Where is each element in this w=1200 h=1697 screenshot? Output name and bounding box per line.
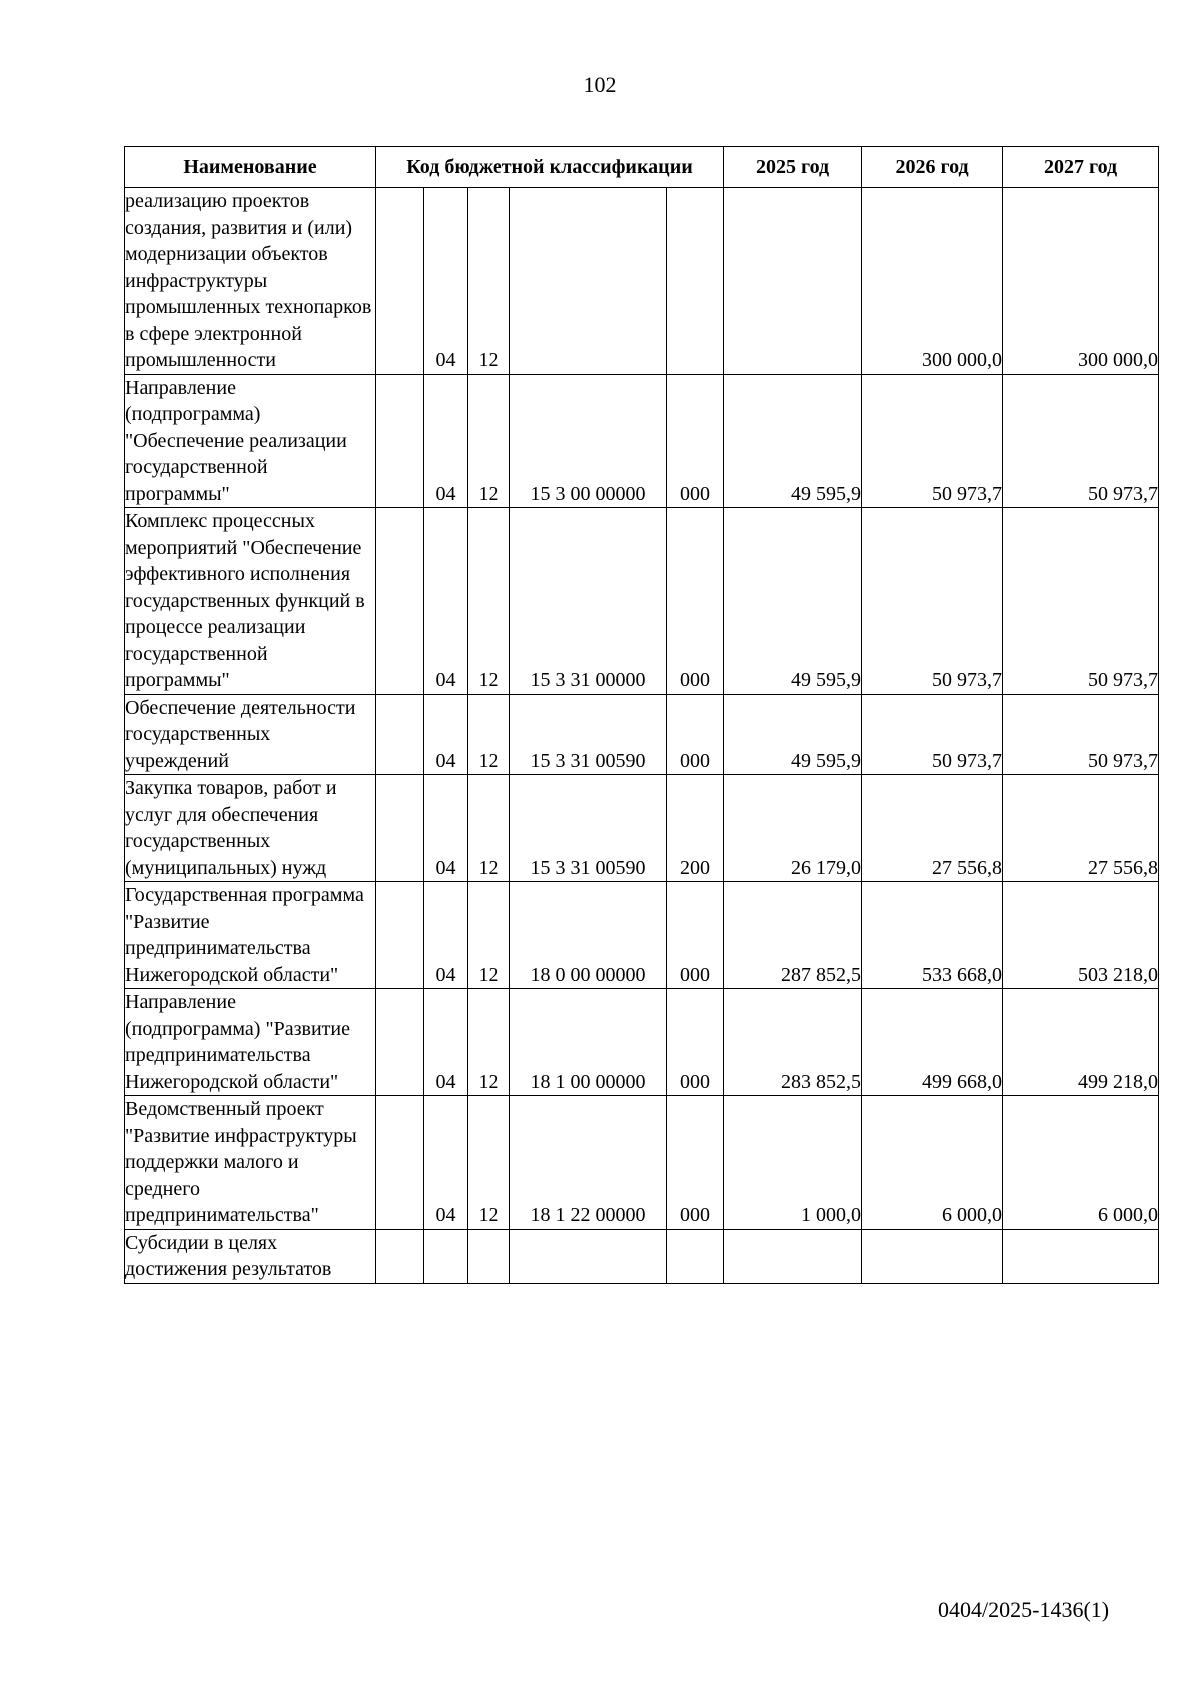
header-2025: 2025 год (724, 147, 862, 188)
code-section: 04 (424, 775, 468, 882)
value-2027: 300 000,0 (1003, 188, 1159, 375)
code-expense-type: 200 (667, 775, 724, 882)
code-col-1 (376, 188, 424, 375)
row-name: Направление (подпрограмма) "Обеспечение реализации государственной программы" (125, 374, 376, 508)
value-2026: 50 973,7 (862, 694, 1003, 775)
code-col-1 (376, 694, 424, 775)
value-2026 (862, 1229, 1003, 1283)
table-row (125, 989, 1159, 1096)
code-expense-type: 000 (667, 694, 724, 775)
value-2026: 50 973,7 (862, 374, 1003, 508)
value-2025: 49 595,9 (724, 694, 862, 775)
table-row (125, 1096, 1159, 1230)
code-target-article: 18 0 00 00000 (510, 882, 667, 989)
code-section: 04 (424, 188, 468, 375)
value-2027: 503 218,0 (1003, 882, 1159, 989)
code-col-1 (376, 1229, 424, 1283)
value-2027: 499 218,0 (1003, 989, 1159, 1096)
code-col-1 (376, 374, 424, 508)
value-2025 (724, 1229, 862, 1283)
code-target-article: 15 3 00 00000 (510, 374, 667, 508)
code-section: 04 (424, 1096, 468, 1230)
code-target-article: 15 3 31 00590 (510, 775, 667, 882)
code-target-article (510, 188, 667, 375)
value-2026: 50 973,7 (862, 508, 1003, 695)
value-2026: 27 556,8 (862, 775, 1003, 882)
code-col-1 (376, 775, 424, 882)
code-target-article: 15 3 31 00000 (510, 508, 667, 695)
code-expense-type: 000 (667, 374, 724, 508)
value-2025: 49 595,9 (724, 508, 862, 695)
value-2026: 6 000,0 (862, 1096, 1003, 1230)
value-2027: 50 973,7 (1003, 694, 1159, 775)
code-subsection: 12 (468, 989, 510, 1096)
header-name: Наименование (125, 147, 376, 188)
code-expense-type: 000 (667, 1096, 724, 1230)
code-subsection: 12 (468, 694, 510, 775)
row-name: Закупка товаров, работ и услуг для обеспечения государственных (муниципальных) нужд (125, 775, 376, 882)
value-2027: 6 000,0 (1003, 1096, 1159, 1230)
row-name: Обеспечение деятельности государственных учреждений (125, 694, 376, 775)
code-subsection: 12 (468, 374, 510, 508)
table-row (125, 1229, 1159, 1283)
value-2025: 1 000,0 (724, 1096, 862, 1230)
table-row (125, 775, 1159, 882)
value-2025: 26 179,0 (724, 775, 862, 882)
value-2027: 27 556,8 (1003, 775, 1159, 882)
code-subsection (468, 1229, 510, 1283)
value-2027: 50 973,7 (1003, 374, 1159, 508)
code-expense-type (667, 1229, 724, 1283)
page-number: 102 (583, 72, 617, 97)
code-subsection: 12 (468, 508, 510, 695)
row-name: Направление (подпрограмма) "Развитие предпринимательства Нижегородской области" (125, 989, 376, 1096)
value-2026: 533 668,0 (862, 882, 1003, 989)
table-row (125, 694, 1159, 775)
code-col-1 (376, 1096, 424, 1230)
row-name: Ведомственный проект "Развитие инфраструктуры поддержки малого и среднего предпринимательства" (125, 1096, 376, 1230)
code-subsection: 12 (468, 188, 510, 375)
code-expense-type: 000 (667, 508, 724, 695)
row-name: Комплекс процессных мероприятий "Обеспечение эффективного исполнения государственных функций в процессе реализации государственной программы" (125, 508, 376, 695)
code-expense-type: 000 (667, 989, 724, 1096)
value-2025 (724, 188, 862, 375)
code-subsection: 12 (468, 1096, 510, 1230)
code-target-article (510, 1229, 667, 1283)
row-name: реализацию проектов создания, развития и (или) модернизации объектов инфраструктуры промышленных технопарков в сфере электронной промышленности (125, 188, 376, 375)
code-col-1 (376, 882, 424, 989)
code-target-article: 18 1 22 00000 (510, 1096, 667, 1230)
code-section: 04 (424, 374, 468, 508)
table-row (125, 374, 1159, 508)
code-col-1 (376, 989, 424, 1096)
value-2026: 300 000,0 (862, 188, 1003, 375)
code-section: 04 (424, 989, 468, 1096)
code-section: 04 (424, 508, 468, 695)
table-header-row (125, 147, 1159, 188)
value-2025: 49 595,9 (724, 374, 862, 508)
table-row (125, 188, 1159, 375)
value-2027: 50 973,7 (1003, 508, 1159, 695)
header-2027: 2027 год (1003, 147, 1159, 188)
row-name: Государственная программа "Развитие предпринимательства Нижегородской области" (125, 882, 376, 989)
code-section: 04 (424, 882, 468, 989)
code-expense-type (667, 188, 724, 375)
table-row (125, 882, 1159, 989)
header-code: Код бюджетной классификации (376, 147, 724, 188)
row-name: Субсидии в целях достижения результатов (125, 1229, 376, 1283)
header-2026: 2026 год (862, 147, 1003, 188)
code-section (424, 1229, 468, 1283)
document-code: 0404/2025-1436(1) (938, 1597, 1110, 1622)
code-target-article: 18 1 00 00000 (510, 989, 667, 1096)
table-body (125, 188, 1159, 1284)
value-2025: 287 852,5 (724, 882, 862, 989)
code-expense-type: 000 (667, 882, 724, 989)
code-target-article: 15 3 31 00590 (510, 694, 667, 775)
code-subsection: 12 (468, 882, 510, 989)
code-subsection: 12 (468, 775, 510, 882)
table-row (125, 508, 1159, 695)
value-2025: 283 852,5 (724, 989, 862, 1096)
value-2027 (1003, 1229, 1159, 1283)
code-col-1 (376, 508, 424, 695)
code-section: 04 (424, 694, 468, 775)
budget-table (124, 146, 1159, 1284)
value-2026: 499 668,0 (862, 989, 1003, 1096)
